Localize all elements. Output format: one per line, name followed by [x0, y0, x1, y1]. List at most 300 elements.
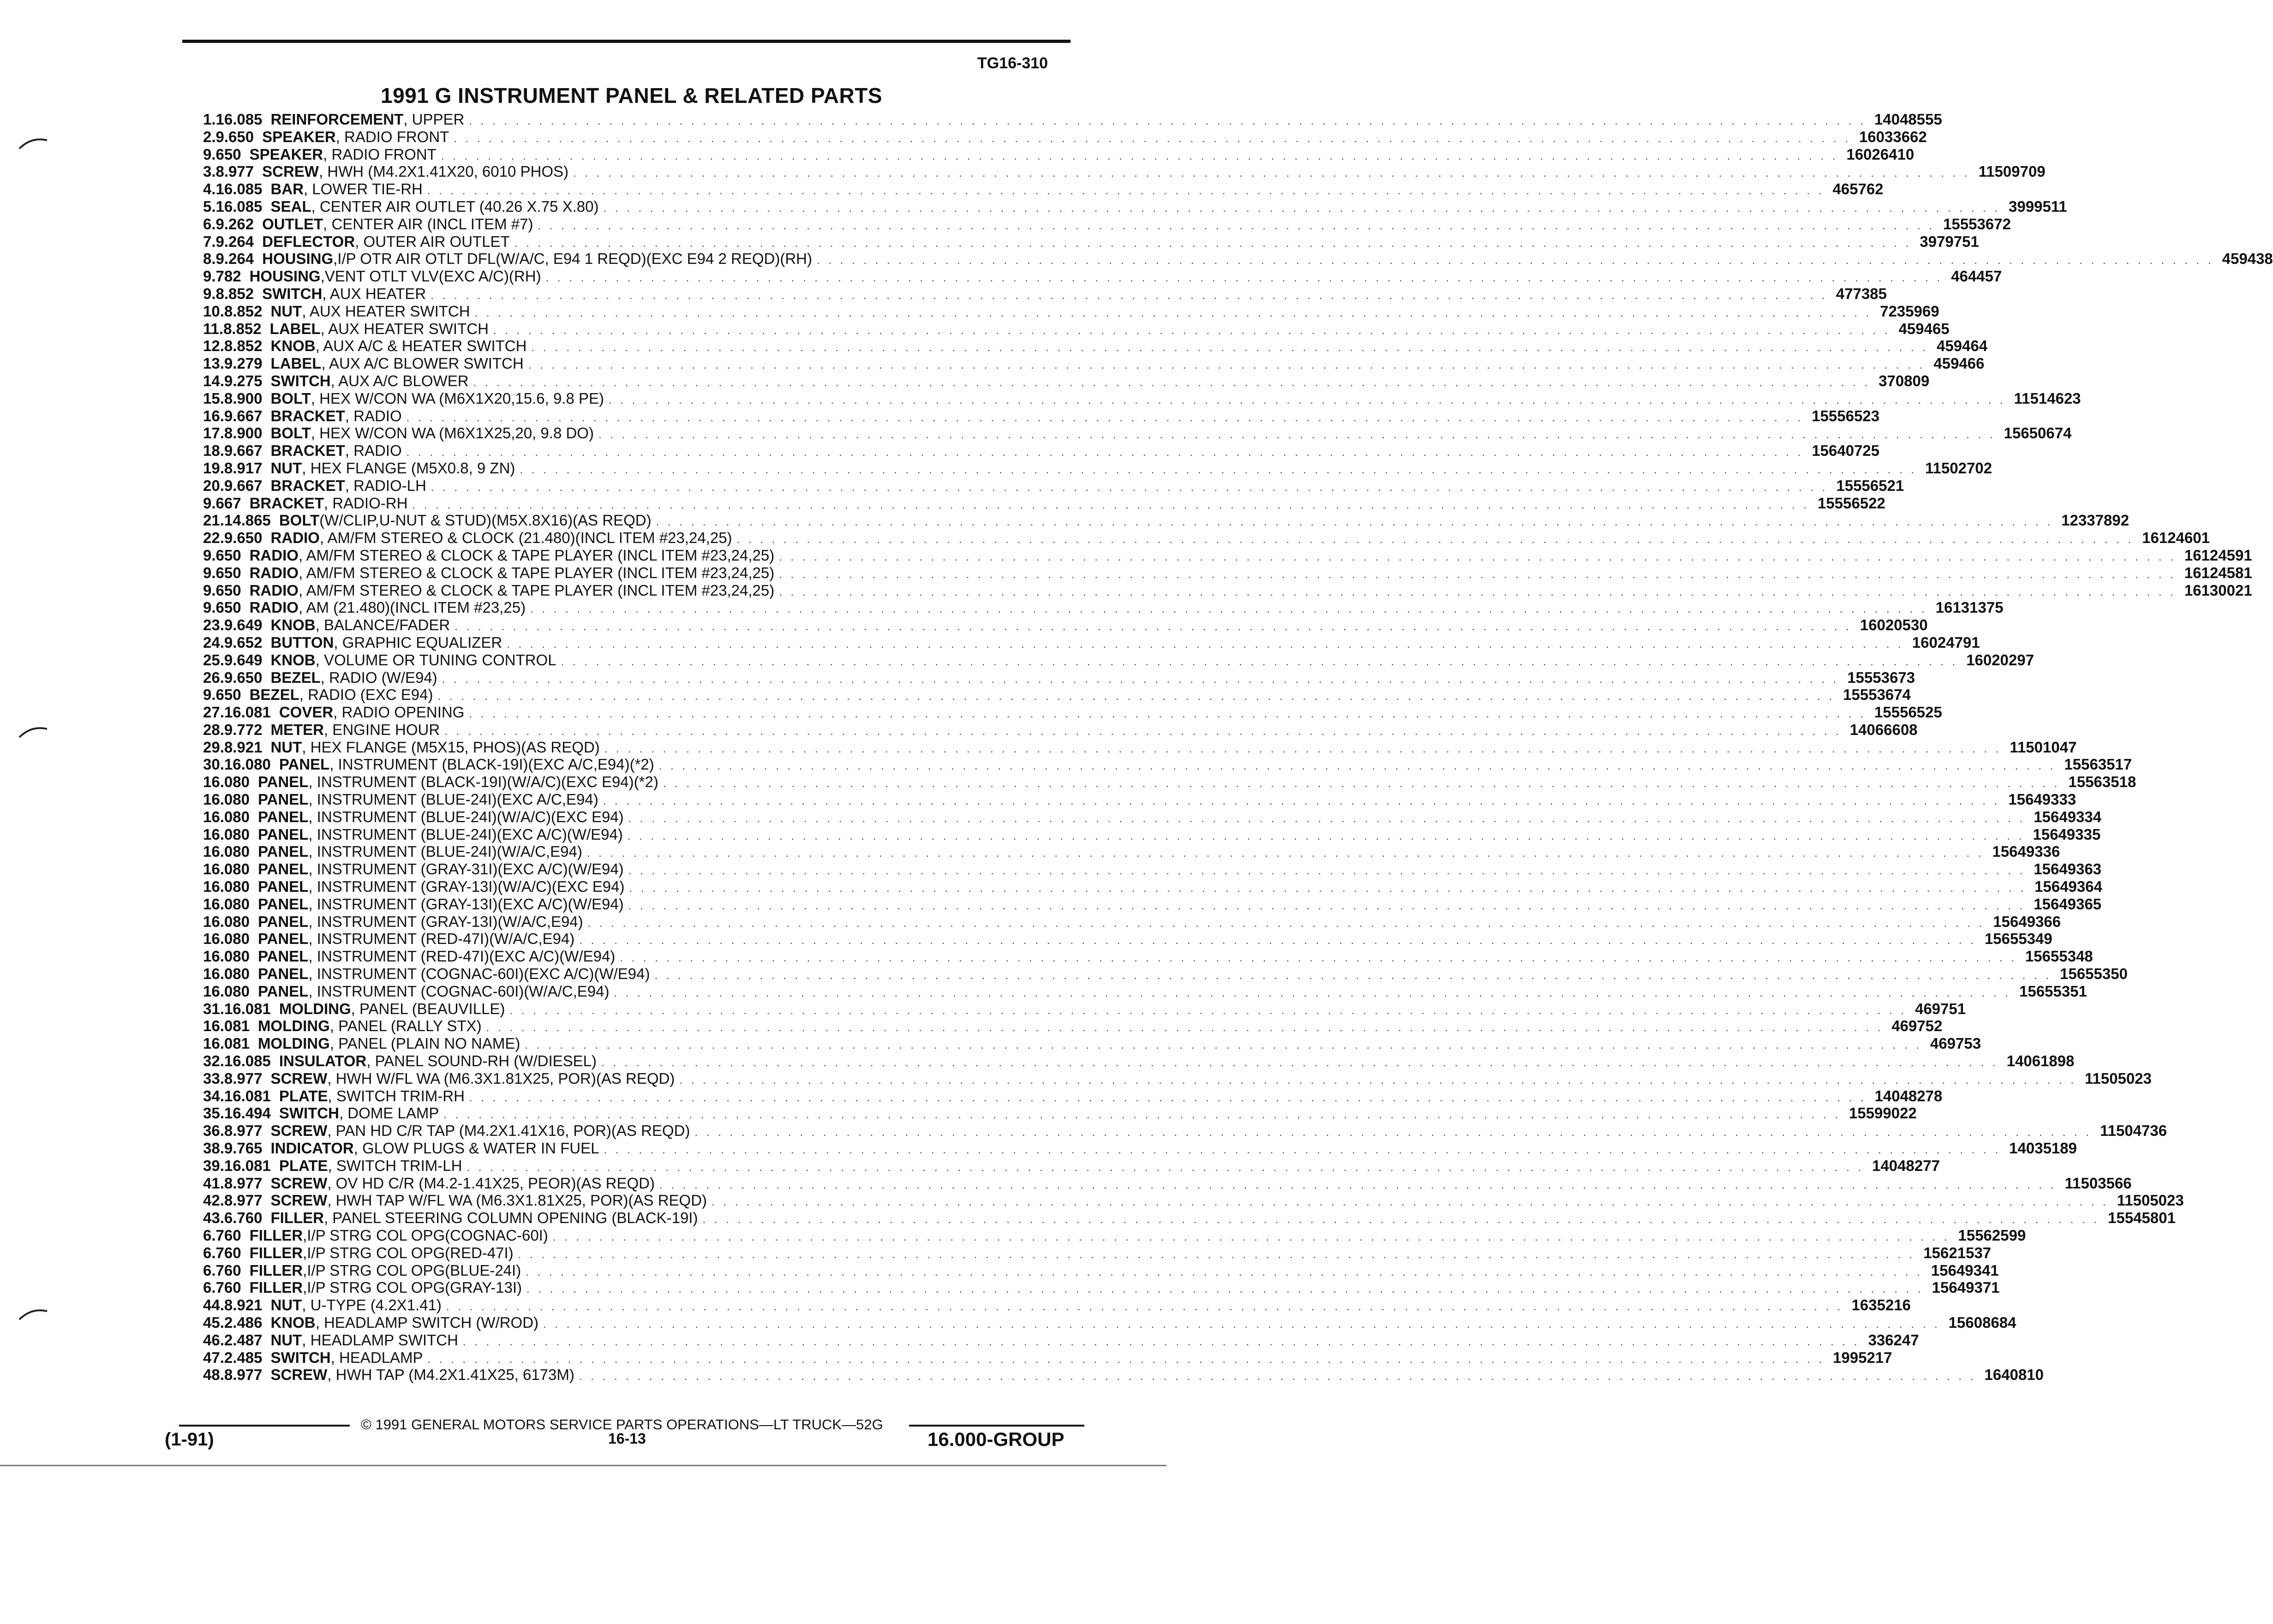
- part-description: [270, 1366, 1984, 1385]
- part-row: [203, 1366, 2044, 1384]
- part-row: [203, 1122, 2167, 1140]
- leader-dots: . . . . . . . . . . . . . . . . . . . . . . . . . . . . . . . . . . . . . . . . . . . . . . . . . . . . . . . . . . . . . . . . . . . . . . . . . . . . . . . . . . . . . . . . . . . . . . . . . . . . . . . . . . . . . . . . . . . . . . . .: [469, 1091, 1866, 1104]
- group-number: 16.494: [224, 1105, 271, 1122]
- part-detail: ,I/P STRG COL OPG(RED-47I): [303, 1244, 514, 1261]
- part-name: SWITCH: [270, 372, 331, 389]
- part-name: PANEL: [257, 808, 309, 825]
- part-detail: , RADIO (W/E94): [320, 669, 437, 686]
- group-number: 8.921: [224, 1296, 263, 1314]
- leader-dots: . . . . . . . . . . . . . . . . . . . . . . . . . . . . . . . . . . . . . . . . . . . . . . . . . . . . . . . . . . . . . . . . . . . . . . . . . . . . . . . . . . . . . . . . . . . . . . . . . . . . . . . . . . . . . . . . . . . . . . . .: [620, 952, 2017, 965]
- item-number: 30.: [203, 756, 224, 773]
- item-number: 2.: [203, 128, 216, 145]
- part-number: 15608684: [1948, 1314, 2016, 1331]
- part-detail: , HEADLAMP: [330, 1349, 423, 1366]
- bottom-rule: [0, 1465, 1166, 1466]
- leader-dots: . . . . . . . . . . . . . . . . . . . . . . . . . . . . . . . . . . . . . . . . . . . . . . . . . . . . . . . . . . . . . . . . . . . . . . . . . . . . . . . . . . . . . . . . . . . . . . . . . . . . . . . . . . . . . . . . . . . . . . . .: [469, 115, 1866, 127]
- leader-dots: . . . . . . . . . . . . . . . . . . . . . . . . . . . . . . . . . . . . . . . . . . . . . . . . . . . . . . . . . . . . . . . . . . . . . . . . . . . . . . . . . . . . . . . . . . . . . . . . . . . . . . . . . . . . . . . . . . . . . . . .: [530, 603, 1927, 616]
- leader-dots: . . . . . . . . . . . . . . . . . . . . . . . . . . . . . . . . . . . . . . . . . . . . . . . . . . . . . . . . . . . . . . . . . . . . . . . . . . . . . . . . . . . . . . . . . . . . . . . . . . . . . . . . . . . . . . . . . . . . . . . .: [545, 272, 1943, 285]
- part-description: [279, 1052, 2007, 1072]
- part-detail: , DOME LAMP: [339, 1105, 439, 1122]
- leader-dots: . . . . . . . . . . . . . . . . . . . . . . . . . . . . . . . . . . . . . . . . . . . . . . . . . . . . . . . . . . . . . . . . . . . . . . . . . . . . . . . . . . . . . . . . . . . . . . . . . . . . . . . . . . . . . . . . . . . . . . . .: [604, 1144, 2001, 1157]
- part-row: [203, 459, 1992, 477]
- part-description: [279, 1087, 1875, 1107]
- item-number: 9.: [203, 285, 216, 302]
- part-description: [262, 285, 1836, 304]
- part-description: [250, 268, 1951, 287]
- part-description: [258, 860, 2034, 880]
- part-row: [203, 599, 2004, 616]
- part-number: 14048555: [1874, 111, 1942, 128]
- part-description: [270, 424, 2004, 444]
- leader-dots: . . . . . . . . . . . . . . . . . . . . . . . . . . . . . . . . . . . . . . . . . . . . . . . . . . . . . . . . . . . . . . . . . . . . . . . . . . . . . . . . . . . . . . . . . . . . . . . . . . . . . . . . . . . . . . . . . . . . . . . .: [712, 1196, 2109, 1209]
- leader-dots: . . . . . . . . . . . . . . . . . . . . . . . . . . . . . . . . . . . . . . . . . . . . . . . . . . . . . . . . . . . . . . . . . . . . . . . . . . . . . . . . . . . . . . . . . . . . . . . . . . . . . . . . . . . . . . . . . . . . . . . .: [586, 847, 1984, 860]
- part-name: PANEL: [257, 825, 309, 843]
- part-row: [203, 965, 2128, 983]
- part-description: [270, 1122, 2100, 1141]
- part-name: FILLER: [270, 1209, 324, 1227]
- leader-dots: . . . . . . . . . . . . . . . . . . . . . . . . . . . . . . . . . . . . . . . . . . . . . . . . . . . . . . . . . . . . . . . . . . . . . . . . . . . . . . . . . . . . . . . . . . . . . . . . . . . . . . . . . . . . . . . . . . . . . . . .: [679, 1074, 2076, 1087]
- part-description: [270, 111, 1874, 130]
- part-name: SCREW: [270, 1174, 328, 1192]
- part-name: FILLER: [249, 1244, 303, 1261]
- part-number: 15649341: [1931, 1261, 1999, 1279]
- part-row: [203, 843, 2060, 860]
- part-number: 12337892: [2061, 512, 2129, 529]
- group-number: 9.667: [224, 477, 263, 494]
- part-number: 11502702: [1925, 459, 1992, 477]
- part-description: [279, 1000, 1915, 1020]
- part-name: MOLDING: [257, 1017, 330, 1035]
- item-number: 26.: [203, 669, 224, 686]
- group-number: 16.080: [203, 895, 250, 913]
- group-number: 16.080: [203, 825, 250, 843]
- part-row: [203, 1035, 1981, 1052]
- group-number: 8.852: [224, 337, 263, 355]
- group-number: 9.772: [224, 721, 263, 738]
- item-number: 29.: [203, 738, 224, 756]
- part-detail: , OUTER AIR OUTLET: [355, 233, 510, 250]
- part-detail: , PANEL (PLAIN NO NAME): [329, 1035, 520, 1052]
- part-row: [203, 355, 1985, 372]
- part-detail: , HEX W/CON WA (M6X1X20,15.6, 9.8 PE): [311, 389, 604, 407]
- part-name: NUT: [270, 1331, 302, 1349]
- part-detail: , UPPER: [403, 111, 465, 128]
- leader-dots: . . . . . . . . . . . . . . . . . . . . . . . . . . . . . . . . . . . . . . . . . . . . . . . . . . . . . . . . . . . . . . . . . . . . . . . . . . . . . . . . . . . . . . . . . . . . . . . . . . . . . . . . . . . . . . . . . . . . . . . .: [629, 882, 2027, 895]
- part-description: [258, 1035, 1930, 1054]
- group-number: 16.081: [224, 1087, 271, 1105]
- part-detail: ,I/P STRG COL OPG(GRAY-13I): [303, 1279, 522, 1296]
- group-number: 16.081: [224, 1000, 271, 1017]
- part-description: [250, 564, 2184, 584]
- item-number: 38.: [203, 1140, 224, 1157]
- part-row: [203, 1017, 1943, 1035]
- item-number: 42.: [203, 1192, 224, 1209]
- part-row: [203, 1174, 2132, 1192]
- item-number: 34.: [203, 1087, 224, 1105]
- group-number: 6.760: [224, 1209, 263, 1227]
- leader-dots: . . . . . . . . . . . . . . . . . . . . . . . . . . . . . . . . . . . . . . . . . . . . . . . . . . . . . . . . . . . . . . . . . . . . . . . . . . . . . . . . . . . . . . . . . . . . . . . . . . . . . . . . . . . . . . . . . . . . . . . .: [443, 1109, 1841, 1122]
- part-row: [203, 233, 1979, 251]
- part-number: 15562599: [1958, 1227, 2026, 1244]
- part-name: FILLER: [249, 1227, 303, 1244]
- part-row: [203, 773, 2136, 791]
- part-row: [203, 738, 2077, 756]
- leader-dots: . . . . . . . . . . . . . . . . . . . . . . . . . . . . . . . . . . . . . . . . . . . . . . . . . . . . . . . . . . . . . . . . . . . . . . . . . . . . . . . . . . . . . . . . . . . . . . . . . . . . . . . . . . . . . . . . . . . . . . . .: [442, 673, 1839, 686]
- part-row: [203, 302, 1939, 320]
- item-number: 23.: [203, 616, 224, 634]
- part-detail: ,I/P STRG COL OPG(COGNAC-60I): [303, 1227, 548, 1244]
- item-number: 18.: [203, 442, 224, 460]
- part-name: INSULATOR: [279, 1052, 367, 1070]
- part-description: [270, 1314, 1948, 1333]
- part-detail: , RADIO FRONT: [323, 145, 437, 163]
- part-detail: ,I/P OTR AIR OTLT DFL(W/A/C, E94 1 REQD)(EXC E94 2 REQD)(RH): [333, 250, 812, 268]
- part-number: 15649366: [1993, 913, 2061, 930]
- part-detail: , RADIO FRONT: [335, 128, 449, 145]
- group-number: 6.760: [203, 1279, 241, 1296]
- part-number: 15563517: [2064, 756, 2132, 773]
- group-number: 9.765: [224, 1140, 263, 1157]
- part-description: [270, 1331, 1868, 1351]
- part-description: [270, 372, 1878, 392]
- leader-dots: . . . . . . . . . . . . . . . . . . . . . . . . . . . . . . . . . . . . . . . . . . . . . . . . . . . . . . . . . . . . . . . . . . . . . . . . . . . . . . . . . . . . . . . . . . . . . . . . . . . . . . . . . . . . . . . . . . . . . . . .: [518, 1248, 1915, 1261]
- part-number: 14061898: [2006, 1052, 2075, 1070]
- leader-dots: . . . . . . . . . . . . . . . . . . . . . . . . . . . . . . . . . . . . . . . . . . . . . . . . . . . . . . . . . . . . . . . . . . . . . . . . . . . . . . . . . . . . . . . . . . . . . . . . . . . . . . . . . . . . . . . . . . . . . . . .: [702, 1213, 2100, 1226]
- part-description: [262, 233, 1920, 252]
- leader-dots: . . . . . . . . . . . . . . . . . . . . . . . . . . . . . . . . . . . . . . . . . . . . . . . . . . . . . . . . . . . . . . . . . . . . . . . . . . . . . . . . . . . . . . . . . . . . . . . . . . . . . . . . . . . . . . . . . . . . . . . .: [656, 516, 2053, 529]
- top-rule: [182, 40, 1071, 43]
- leader-dots: . . . . . . . . . . . . . . . . . . . . . . . . . . . . . . . . . . . . . . . . . . . . . . . . . . . . . . . . . . . . . . . . . . . . . . . . . . . . . . . . . . . . . . . . . . . . . . . . . . . . . . . . . . . . . . . . . . . . . . . .: [526, 1283, 1924, 1296]
- part-number: 15545801: [2108, 1209, 2176, 1227]
- part-name: BRACKET: [249, 494, 324, 512]
- group-number: 9.264: [215, 233, 254, 250]
- part-name: PANEL: [257, 791, 309, 808]
- part-name: PANEL: [257, 965, 309, 983]
- part-description: [250, 1227, 1958, 1246]
- part-name: BOLT: [270, 424, 311, 442]
- leader-dots: . . . . . . . . . . . . . . . . . . . . . . . . . . . . . . . . . . . . . . . . . . . . . . . . . . . . . . . . . . . . . . . . . . . . . . . . . . . . . . . . . . . . . . . . . . . . . . . . . . . . . . . . . . . . . . . . . . . . . . . .: [817, 254, 2214, 267]
- part-description: [279, 512, 2061, 531]
- part-number: 15649363: [2034, 860, 2102, 878]
- item-number: 19.: [203, 459, 224, 477]
- part-row: [203, 616, 1928, 634]
- part-description: [270, 1140, 2009, 1159]
- group-number: 8.977: [215, 163, 254, 180]
- part-detail: , PANEL STEERING COLUMN OPENING (BLACK-19I): [323, 1209, 698, 1227]
- date-code: (1-91): [165, 1429, 214, 1450]
- part-number: 16124601: [2142, 529, 2210, 547]
- part-number: 15649333: [2008, 791, 2076, 808]
- part-description: [270, 355, 1933, 374]
- part-detail: , PANEL (RALLY STX): [329, 1017, 482, 1035]
- part-description: [250, 1279, 1932, 1298]
- part-name: PANEL: [257, 948, 309, 965]
- leader-dots: . . . . . . . . . . . . . . . . . . . . . . . . . . . . . . . . . . . . . . . . . . . . . . . . . . . . . . . . . . . . . . . . . . . . . . . . . . . . . . . . . . . . . . . . . . . . . . . . . . . . . . . . . . . . . . . . . . . . . . . .: [603, 202, 2001, 215]
- part-row: [203, 633, 1980, 651]
- group-number: 16.080: [203, 843, 250, 860]
- item-number: 6.: [203, 215, 216, 233]
- part-description: [270, 1349, 1833, 1368]
- part-description: [270, 669, 1847, 688]
- leader-dots: . . . . . . . . . . . . . . . . . . . . . . . . . . . . . . . . . . . . . . . . . . . . . . . . . . . . . . . . . . . . . . . . . . . . . . . . . . . . . . . . . . . . . . . . . . . . . . . . . . . . . . . . . . . . . . . . . . . . . . . .: [628, 865, 2026, 878]
- part-name: FILLER: [249, 1279, 303, 1296]
- group-number: 9.650: [203, 581, 241, 599]
- item-number: 16.: [203, 407, 224, 424]
- part-description: [279, 704, 1874, 723]
- part-number: 15649365: [2034, 895, 2102, 913]
- part-description: [258, 948, 2025, 967]
- leader-dots: . . . . . . . . . . . . . . . . . . . . . . . . . . . . . . . . . . . . . . . . . . . . . . . . . . . . . . . . . . . . . . . . . . . . . . . . . . . . . . . . . . . . . . . . . . . . . . . . . . . . . . . . . . . . . . . . . . . . . . . .: [431, 481, 1828, 494]
- part-name: BAR: [270, 180, 304, 198]
- part-description: [270, 1192, 2117, 1211]
- item-number: 13.: [203, 355, 224, 372]
- part-number: 459438: [2222, 250, 2273, 268]
- part-number: 477385: [1836, 285, 1887, 302]
- part-row: [203, 494, 1885, 512]
- binder-hole-mark-icon: [18, 135, 50, 153]
- item-number: 7.: [203, 233, 216, 250]
- part-number: 459466: [1933, 355, 1985, 372]
- part-number: 11505023: [2085, 1069, 2152, 1087]
- part-description: [262, 215, 1943, 235]
- leader-dots: . . . . . . . . . . . . . . . . . . . . . . . . . . . . . . . . . . . . . . . . . . . . . . . . . . . . . . . . . . . . . . . . . . . . . . . . . . . . . . . . . . . . . . . . . . . . . . . . . . . . . . . . . . . . . . . . . . . . . . . .: [779, 568, 2176, 581]
- part-row: [203, 1331, 1919, 1349]
- part-number: 14066608: [1849, 721, 1918, 738]
- part-name: MOLDING: [279, 1000, 351, 1017]
- group-code: 16.000-GROUP: [927, 1428, 1065, 1450]
- leader-dots: . . . . . . . . . . . . . . . . . . . . . . . . . . . . . . . . . . . . . . . . . . . . . . . . . . . . . . . . . . . . . . . . . . . . . . . . . . . . . . . . . . . . . . . . . . . . . . . . . . . . . . . . . . . . . . . . . . . . . . . .: [694, 1126, 2092, 1139]
- part-number: 469752: [1891, 1017, 1943, 1035]
- part-number: 3999511: [2009, 197, 2067, 215]
- part-detail: , GLOW PLUGS & WATER IN FUEL: [353, 1140, 599, 1157]
- part-row: [203, 1192, 2184, 1209]
- part-detail: , AM/FM STEREO & CLOCK & TAPE PLAYER (INCL ITEM #23,24,25): [298, 546, 775, 564]
- part-number: 15655349: [1984, 930, 2052, 948]
- leader-dots: . . . . . . . . . . . . . . . . . . . . . . . . . . . . . . . . . . . . . . . . . . . . . . . . . . . . . . . . . . . . . . . . . . . . . . . . . . . . . . . . . . . . . . . . . . . . . . . . . . . . . . . . . . . . . . . . . . . . . . . .: [654, 969, 2052, 982]
- leader-dots: . . . . . . . . . . . . . . . . . . . . . . . . . . . . . . . . . . . . . . . . . . . . . . . . . . . . . . . . . . . . . . . . . . . . . . . . . . . . . . . . . . . . . . . . . . . . . . . . . . . . . . . . . . . . . . . . . . . . . . . .: [427, 1353, 1825, 1366]
- part-name: SWITCH: [270, 1349, 331, 1366]
- part-number: 16020530: [1860, 616, 1928, 634]
- part-description: [270, 651, 1966, 671]
- part-number: 464457: [1951, 268, 2002, 285]
- group-number: 9.649: [224, 651, 263, 669]
- leader-dots: . . . . . . . . . . . . . . . . . . . . . . . . . . . . . . . . . . . . . . . . . . . . . . . . . . . . . . . . . . . . . . . . . . . . . . . . . . . . . . . . . . . . . . . . . . . . . . . . . . . . . . . . . . . . . . . . . . . . . . . .: [412, 498, 1810, 511]
- part-description: [258, 930, 1985, 949]
- part-row: [203, 128, 1927, 146]
- leader-dots: . . . . . . . . . . . . . . . . . . . . . . . . . . . . . . . . . . . . . . . . . . . . . . . . . . . . . . . . . . . . . . . . . . . . . . . . . . . . . . . . . . . . . . . . . . . . . . . . . . . . . . . . . . . . . . . . . . . . . . . .: [628, 812, 2026, 825]
- part-name: KNOB: [270, 1314, 316, 1331]
- part-row: [203, 337, 1988, 355]
- part-row: [203, 1087, 1943, 1105]
- group-number: 14.865: [224, 512, 271, 529]
- page-title: 1991 G INSTRUMENT PANEL & RELATED PARTS: [381, 84, 883, 107]
- part-name: PLATE: [279, 1087, 328, 1105]
- part-detail: , GRAPHIC EQUALIZER: [334, 633, 502, 651]
- part-number: 15649335: [2033, 825, 2101, 843]
- part-number: 465762: [1832, 180, 1884, 198]
- part-detail: , INSTRUMENT (BLACK-19I)(EXC A/C,E94)(*2): [329, 756, 654, 773]
- leader-dots: . . . . . . . . . . . . . . . . . . . . . . . . . . . . . . . . . . . . . . . . . . . . . . . . . . . . . . . . . . . . . . . . . . . . . . . . . . . . . . . . . . . . . . . . . . . . . . . . . . . . . . . . . . . . . . . . . . . . . . . .: [474, 306, 1872, 319]
- part-number: 15649364: [2034, 878, 2102, 896]
- part-detail: , HWH TAP (M4.2X1.41X25, 6173M): [327, 1366, 574, 1384]
- part-detail: , INSTRUMENT (GRAY-13I)(W/A/C,E94): [308, 913, 583, 930]
- group-number: 9.650: [203, 145, 241, 163]
- part-name: SCREW: [270, 1192, 328, 1209]
- part-detail: , RADIO (EXC E94): [299, 686, 433, 704]
- part-number: 14048278: [1874, 1087, 1943, 1105]
- binder-hole-mark-icon: [18, 723, 50, 742]
- part-description: [258, 983, 2019, 1002]
- item-number: 45.: [203, 1314, 224, 1331]
- footer-rule-right: [909, 1425, 1084, 1427]
- parts-list: [203, 111, 2273, 1384]
- part-number: 11505023: [2117, 1192, 2184, 1209]
- leader-dots: . . . . . . . . . . . . . . . . . . . . . . . . . . . . . . . . . . . . . . . . . . . . . . . . . . . . . . . . . . . . . . . . . . . . . . . . . . . . . . . . . . . . . . . . . . . . . . . . . . . . . . . . . . . . . . . . . . . . . . . .: [609, 394, 2006, 406]
- part-description: [270, 634, 1912, 653]
- part-row: [203, 1052, 2075, 1070]
- group-number: 16.080: [203, 860, 250, 878]
- group-number: 9.782: [203, 268, 241, 285]
- part-number: 1995217: [1833, 1349, 1892, 1366]
- part-row: [203, 808, 2102, 826]
- part-name: LABEL: [269, 320, 321, 337]
- group-number: 8.921: [224, 738, 263, 756]
- part-description: [270, 198, 2009, 217]
- part-description: [270, 477, 1836, 496]
- item-number: 11.: [203, 320, 224, 337]
- group-number: 9.650: [224, 529, 263, 547]
- part-name: RADIO: [249, 564, 299, 581]
- part-number: 15556521: [1836, 477, 1904, 494]
- group-number: 8.900: [224, 424, 263, 442]
- group-number: 6.760: [203, 1261, 241, 1279]
- part-description: [258, 773, 2069, 793]
- part-number: 15655351: [2019, 982, 2087, 1000]
- footer-rule-left: [179, 1425, 350, 1427]
- part-row: [203, 1296, 1911, 1314]
- part-detail: , HWH W/FL WA (M6.3X1.81X25, POR)(AS REQD): [327, 1069, 675, 1087]
- part-name: PANEL: [257, 773, 309, 791]
- part-row: [203, 197, 2067, 215]
- leader-dots: . . . . . . . . . . . . . . . . . . . . . . . . . . . . . . . . . . . . . . . . . . . . . . . . . . . . . . . . . . . . . . . . . . . . . . . . . . . . . . . . . . . . . . . . . . . . . . . . . . . . . . . . . . . . . . . . . . . . . . . .: [455, 621, 1852, 633]
- page-number: 16-13: [608, 1430, 646, 1447]
- group-number: 2.486: [224, 1314, 263, 1331]
- part-name: KNOB: [270, 616, 316, 634]
- part-row: [203, 1157, 1940, 1175]
- part-description: [270, 739, 2010, 758]
- part-description: [262, 128, 1859, 148]
- item-number: 24.: [203, 633, 224, 651]
- item-number: 25.: [203, 651, 224, 669]
- part-row: [203, 268, 2002, 285]
- group-number: 6.760: [203, 1244, 241, 1261]
- part-number: 15655348: [2025, 948, 2093, 965]
- part-number: 15650674: [2004, 424, 2072, 442]
- part-row: [203, 825, 2101, 843]
- part-number: 16124591: [2184, 546, 2252, 564]
- group-number: 9.650: [224, 669, 263, 686]
- part-name: BOLT: [279, 512, 320, 529]
- part-description: [270, 180, 1832, 200]
- part-detail: , HEX W/CON WA (M6X1X25,20, 9.8 DO): [311, 424, 594, 442]
- item-number: 17.: [203, 424, 224, 442]
- part-number: 15649334: [2034, 808, 2102, 825]
- part-detail: , INSTRUMENT (GRAY-31I)(EXC A/C)(W/E94): [308, 860, 624, 878]
- part-number: 469753: [1930, 1035, 1981, 1052]
- group-number: 9.649: [224, 616, 263, 634]
- part-name: HOUSING: [249, 268, 321, 285]
- part-row: [203, 407, 1880, 425]
- part-row: [203, 1279, 2000, 1296]
- part-name: COVER: [279, 704, 334, 721]
- leader-dots: . . . . . . . . . . . . . . . . . . . . . . . . . . . . . . . . . . . . . . . . . . . . . . . . . . . . . . . . . . . . . . . . . . . . . . . . . . . . . . . . . . . . . . . . . . . . . . . . . . . . . . . . . . . . . . . . . . . . . . . .: [454, 132, 1851, 145]
- part-name: PANEL: [257, 930, 309, 948]
- group-number: 6.760: [203, 1227, 241, 1244]
- part-detail: , AUX A/C BLOWER: [330, 372, 469, 389]
- part-row: [203, 285, 1887, 303]
- item-number: 28.: [203, 721, 224, 738]
- group-number: 16.080: [203, 965, 250, 983]
- part-name: PANEL: [257, 913, 309, 930]
- part-name: INDICATOR: [270, 1140, 354, 1157]
- part-detail: , RADIO OPENING: [333, 704, 465, 721]
- document-code: TG16-310: [977, 54, 1048, 72]
- part-description: [258, 791, 2008, 810]
- part-number: 15553674: [1843, 686, 1911, 704]
- part-number: 1640810: [1984, 1366, 2044, 1384]
- part-description: [270, 390, 2014, 409]
- part-name: SCREW: [270, 1366, 328, 1384]
- leader-dots: . . . . . . . . . . . . . . . . . . . . . . . . . . . . . . . . . . . . . . . . . . . . . . . . . . . . . . . . . . . . . . . . . . . . . . . . . . . . . . . . . . . . . . . . . . . . . . . . . . . . . . . . . . . . . . . . . . . . . . . .: [658, 760, 2056, 773]
- part-detail: ,I/P STRG COL OPG(BLUE-24I): [303, 1261, 521, 1279]
- part-detail: , PAN HD C/R TAP (M4.2X1.41X16, POR)(AS REQD): [327, 1122, 690, 1140]
- part-detail: , OV HD C/R (M4.2-1.41X25, PEOR)(AS REQD): [327, 1174, 655, 1192]
- part-name: SWITCH: [279, 1105, 339, 1122]
- part-name: RADIO: [249, 599, 299, 616]
- part-number: 11503566: [2064, 1174, 2132, 1192]
- part-description: [270, 460, 1925, 479]
- part-description: [262, 163, 1979, 182]
- leader-dots: . . . . . . . . . . . . . . . . . . . . . . . . . . . . . . . . . . . . . . . . . . . . . . . . . . . . . . . . . . . . . . . . . . . . . . . . . . . . . . . . . . . . . . . . . . . . . . . . . . . . . . . . . . . . . . . . . . . . . . . .: [473, 376, 1871, 389]
- part-number: 16124581: [2184, 564, 2252, 581]
- part-detail: , SWITCH TRIM-LH: [328, 1157, 462, 1174]
- item-number: 8.: [203, 250, 216, 268]
- part-detail: , RADIO-RH: [323, 494, 408, 512]
- group-number: 9.650: [203, 599, 241, 616]
- part-name: PANEL: [279, 756, 330, 773]
- part-row: [203, 215, 2011, 233]
- leader-dots: . . . . . . . . . . . . . . . . . . . . . . . . . . . . . . . . . . . . . . . . . . . . . . . . . . . . . . . . . . . . . . . . . . . . . . . . . . . . . . . . . . . . . . . . . . . . . . . . . . . . . . . . . . . . . . . . . . . . . . . .: [579, 934, 1976, 947]
- part-name: BEZEL: [249, 686, 299, 704]
- part-detail: , AUX HEATER: [322, 285, 426, 302]
- part-name: BRACKET: [270, 477, 345, 494]
- part-name: REINFORCEMENT: [270, 111, 404, 128]
- group-number: 8.852: [215, 285, 254, 302]
- group-number: 9.650: [203, 546, 241, 564]
- leader-dots: . . . . . . . . . . . . . . . . . . . . . . . . . . . . . . . . . . . . . . . . . . . . . . . . . . . . . . . . . . . . . . . . . . . . . . . . . . . . . . . . . . . . . . . . . . . . . . . . . . . . . . . . . . . . . . . . . . . . . . . .: [467, 1161, 1864, 1174]
- part-detail: , RADIO-LH: [345, 477, 426, 494]
- part-detail: , HEADLAMP SWITCH (W/ROD): [315, 1314, 539, 1331]
- part-description: [270, 616, 1860, 636]
- group-number: 8.977: [224, 1366, 263, 1384]
- part-description: [250, 495, 1818, 514]
- part-detail: , RADIO: [345, 407, 402, 424]
- part-row: [203, 529, 2210, 547]
- group-number: 9.264: [215, 250, 254, 268]
- leader-dots: . . . . . . . . . . . . . . . . . . . . . . . . . . . . . . . . . . . . . . . . . . . . . . . . . . . . . . . . . . . . . . . . . . . . . . . . . . . . . . . . . . . . . . . . . . . . . . . . . . . . . . . . . . . . . . . . . . . . . . . .: [531, 341, 1929, 354]
- leader-dots: . . . . . . . . . . . . . . . . . . . . . . . . . . . . . . . . . . . . . . . . . . . . . . . . . . . . . . . . . . . . . . . . . . . . . . . . . . . . . . . . . . . . . . . . . . . . . . . . . . . . . . . . . . . . . . . . . . . . . . . .: [526, 1266, 1923, 1278]
- group-number: 16.081: [224, 1157, 271, 1174]
